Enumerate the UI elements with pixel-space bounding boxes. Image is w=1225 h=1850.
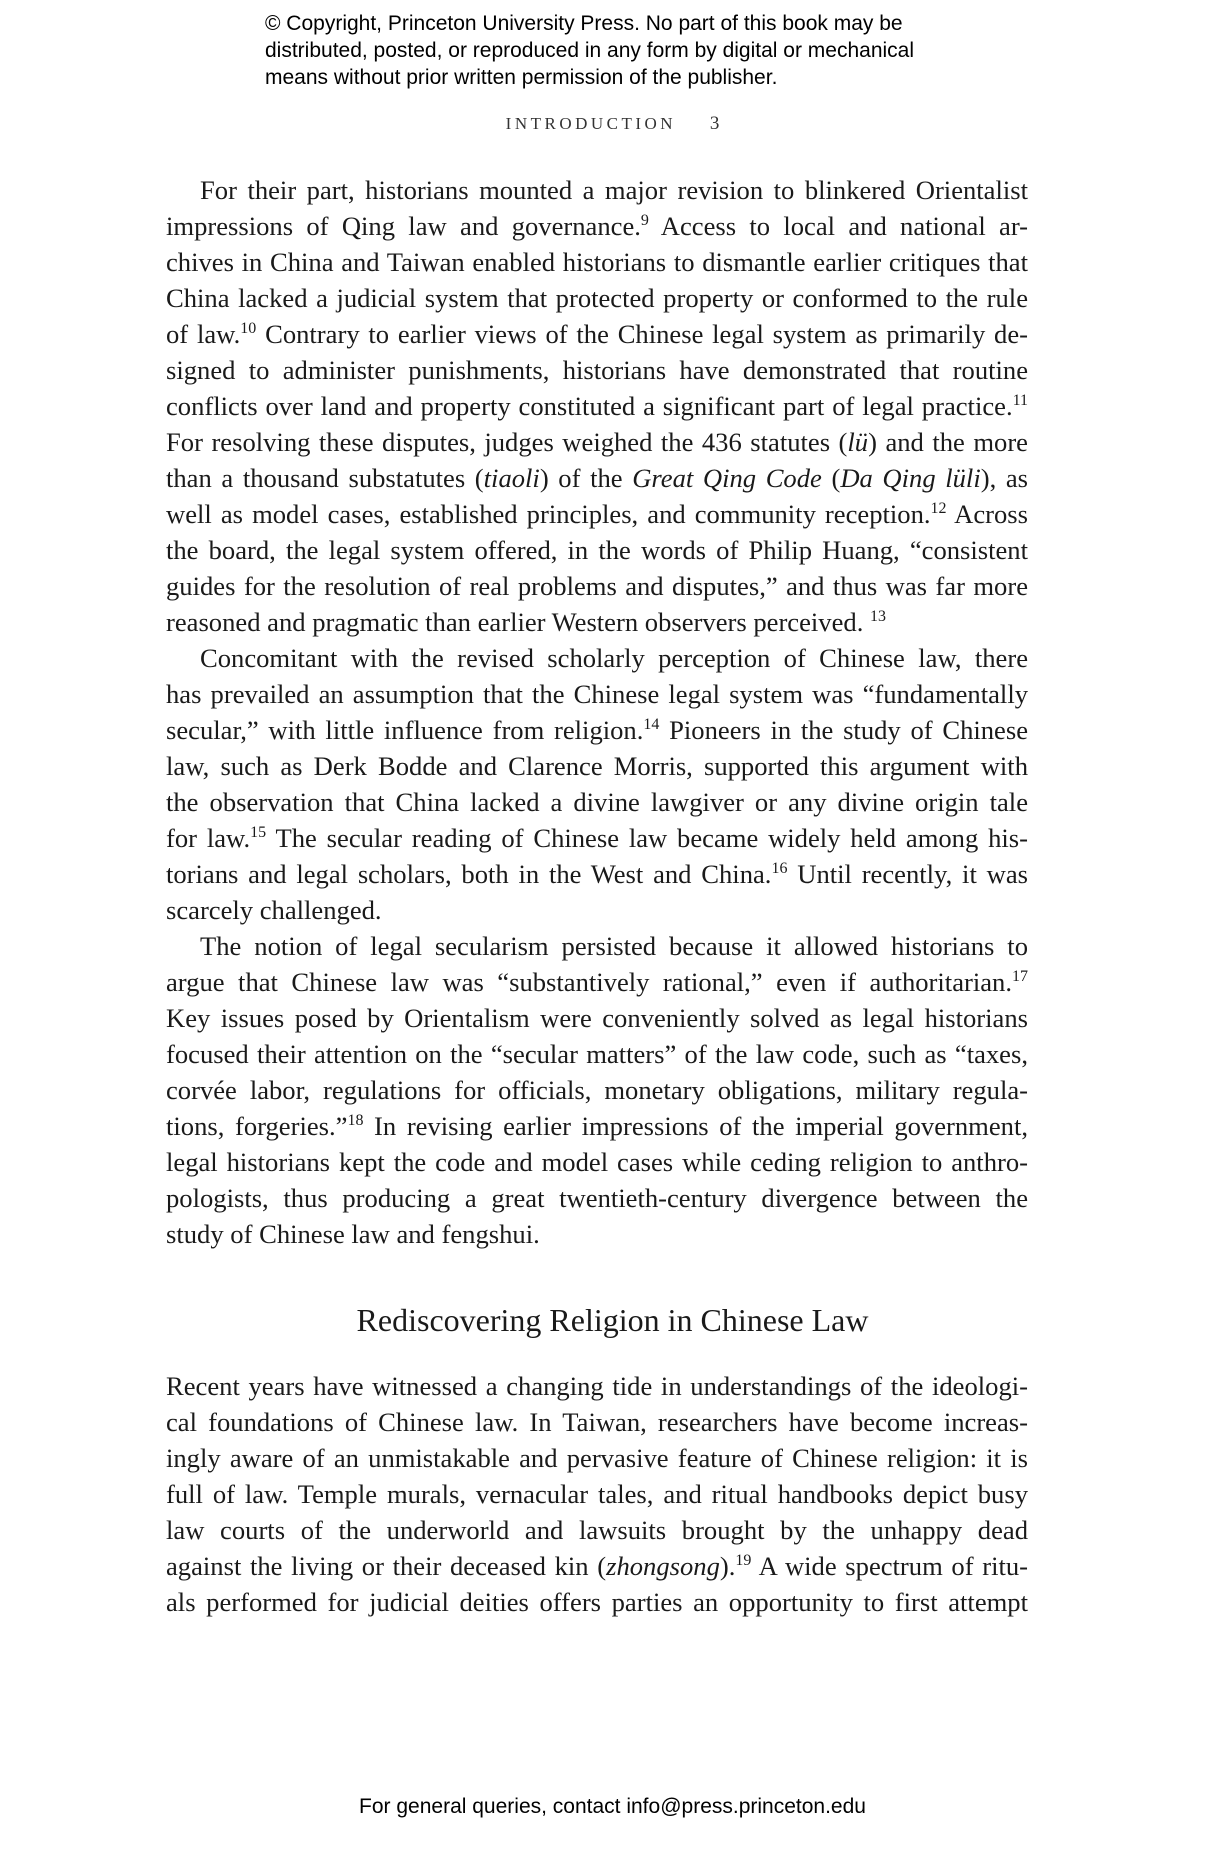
- page-number: 3: [709, 113, 720, 134]
- text-run: the board, the legal system offered, in the words of Philip Huang, “consistent: [166, 535, 1028, 565]
- text-run: Key issues posed by Orientalism were conveniently solved as legal historians: [166, 1003, 1028, 1033]
- section-heading: Rediscovering Religion in Chinese Law: [356, 1302, 869, 1338]
- text-run: law, such as Derk Bodde and Clarence Morris, supported this argument with: [166, 751, 1028, 781]
- footnote-marker: 17: [1012, 968, 1028, 985]
- text-run: The secular reading of Chinese law became widely held among his-: [266, 823, 1028, 853]
- footnote-marker: 11: [1012, 392, 1028, 409]
- text-run: legal historians kept the code and model cases while ceding religion to anthro-: [166, 1147, 1028, 1177]
- text-run: Concomitant with the revised scholarly perception of Chinese law, there: [200, 643, 1028, 673]
- text-run: (: [821, 463, 841, 493]
- text-line: [166, 1216, 1028, 1252]
- text-run: against the living or their deceased kin (: [166, 1551, 607, 1581]
- text-run: argue that Chinese law was “substantively rational,” even if authoritarian.: [166, 967, 1012, 997]
- text-line: [166, 172, 1028, 208]
- text-line: [166, 1548, 1028, 1584]
- footnote-marker: 9: [640, 212, 649, 229]
- footnote-marker: 18: [347, 1112, 364, 1129]
- text-run: signed to administer punishments, historians have demonstrated that routine: [166, 355, 1028, 385]
- text-run: pologists, thus producing a great twentieth-century divergence between the: [166, 1183, 1028, 1213]
- text-run: torians and legal scholars, both in the West and China.: [166, 859, 772, 889]
- footnote-marker: 14: [643, 716, 660, 733]
- footnote-marker: 12: [930, 500, 947, 517]
- text-run: law courts of the underworld and lawsuits brought by the unhappy dead: [166, 1515, 1028, 1545]
- italic-term: tiaoli: [483, 463, 540, 493]
- text-line: [166, 748, 1028, 784]
- text-line: [166, 352, 1028, 388]
- text-line: [166, 1108, 1028, 1144]
- text-run: chives in China and Taiwan enabled historians to dismantle earlier critiques that: [166, 247, 1028, 277]
- text-run: ).: [719, 1551, 736, 1581]
- text-line: [166, 820, 1028, 856]
- text-run: conflicts over land and property constituted a significant part of legal practice.: [166, 391, 1013, 421]
- text-run: the observation that China lacked a divine lawgiver or any divine origin tale: [166, 787, 1028, 817]
- text-run: als performed for judicial deities offers parties an opportunity to first attempt: [166, 1587, 1028, 1617]
- text-line: [166, 676, 1028, 712]
- text-run: scarcely challenged.: [166, 895, 382, 925]
- body-text: [166, 172, 1028, 1252]
- text-run: A wide spectrum of ritu-: [751, 1551, 1029, 1581]
- text-line: [166, 928, 1028, 964]
- text-line: [166, 712, 1028, 748]
- text-run: for law.: [166, 823, 251, 853]
- text-run: Across: [946, 499, 1028, 529]
- text-run: Pioneers in the study of Chinese: [659, 715, 1029, 745]
- text-line: [166, 1036, 1028, 1072]
- text-line: [166, 604, 1028, 640]
- copyright-line: distributed, posted, or reproduced in any form by digital or mechanical: [265, 39, 915, 62]
- section-text: [166, 1368, 1028, 1620]
- copyright-line: means without prior written permission of the publisher.: [265, 66, 778, 89]
- text-line: [166, 892, 1028, 928]
- copyright-line: © Copyright, Princeton University Press. No part of this book may be: [265, 12, 903, 35]
- running-head-title: INTRODUCTION: [505, 114, 677, 133]
- text-run: tions, forgeries.”: [166, 1111, 348, 1141]
- text-run: Until recently, it was: [787, 859, 1028, 889]
- text-run: ), as: [980, 463, 1028, 493]
- text-line: [166, 1072, 1028, 1108]
- text-run: corvée labor, regulations for officials, monetary obligations, military regula-: [166, 1075, 1028, 1105]
- text-line: [166, 1512, 1028, 1548]
- italic-term: zhongsong: [606, 1551, 720, 1581]
- text-run: ) and the more: [868, 427, 1028, 457]
- text-line: [166, 640, 1028, 676]
- text-run: In revising earlier impressions of the imperial government,: [363, 1111, 1028, 1141]
- footnote-marker: 10: [240, 320, 257, 337]
- text-line: [166, 388, 1028, 424]
- text-run: ingly aware of an unmistakable and pervasive feature of Chinese religion: it is: [166, 1443, 1028, 1473]
- text-line: [166, 1000, 1028, 1036]
- text-line: [166, 316, 1028, 352]
- text-line: [166, 568, 1028, 604]
- text-run: full of law. Temple murals, vernacular tales, and ritual handbooks depict busy: [166, 1479, 1028, 1509]
- italic-term: lü: [847, 427, 869, 457]
- text-line: [166, 1180, 1028, 1216]
- text-line: [166, 532, 1028, 568]
- italic-term: Great Qing Code: [632, 463, 822, 493]
- text-run: Contrary to earlier views of the Chinese legal system as primarily de-: [256, 319, 1028, 349]
- text-run: Recent years have witnessed a changing tide in understandings of the ideologi-: [166, 1371, 1028, 1401]
- footnote-marker: 16: [771, 860, 788, 877]
- italic-term: Da Qing lüli: [840, 463, 981, 493]
- text-line: [166, 1440, 1028, 1476]
- text-run: reasoned and pragmatic than earlier Western observers perceived.: [166, 607, 870, 637]
- text-run: China lacked a judicial system that protected property or conformed to the rule: [166, 283, 1028, 313]
- text-run: secular,” with little influence from religion.: [166, 715, 644, 745]
- text-run: The notion of legal secularism persisted because it allowed historians to: [200, 931, 1028, 961]
- text-line: [166, 1584, 1028, 1620]
- text-run: For their part, historians mounted a major revision to blinkered Orientalist: [200, 175, 1028, 205]
- text-run: For resolving these disputes, judges weighed the 436 statutes (: [166, 427, 848, 457]
- text-line: [166, 1476, 1028, 1512]
- text-run: focused their attention on the “secular matters” of the law code, such as “taxes,: [166, 1039, 1028, 1069]
- footer-contact: For general queries, contact info@press.princeton.edu: [359, 1795, 866, 1818]
- text-line: [166, 208, 1028, 244]
- text-run: than a thousand substatutes (: [166, 463, 484, 493]
- text-run: of law.: [166, 319, 241, 349]
- footnote-marker: 15: [250, 824, 267, 841]
- text-line: [166, 1368, 1028, 1404]
- text-line: [166, 496, 1028, 532]
- text-run: Access to local and national ar-: [648, 211, 1028, 241]
- text-line: [166, 1404, 1028, 1440]
- text-run: has prevailed an assumption that the Chinese legal system was “fundamentally: [166, 679, 1028, 709]
- text-run: impressions of Qing law and governance.: [166, 211, 641, 241]
- running-head: [0, 113, 1225, 135]
- copyright-notice: [265, 10, 1025, 91]
- text-run: cal foundations of Chinese law. In Taiwan, researchers have become increas-: [166, 1407, 1028, 1437]
- text-run: study of Chinese law and fengshui.: [166, 1219, 540, 1249]
- text-line: [166, 856, 1028, 892]
- text-run: well as model cases, established principles, and community reception.: [166, 499, 931, 529]
- footnote-marker: 19: [735, 1552, 752, 1569]
- text-line: [166, 424, 1028, 460]
- text-line: [166, 964, 1028, 1000]
- text-line: [166, 1144, 1028, 1180]
- text-line: [166, 460, 1028, 496]
- text-line: [166, 784, 1028, 820]
- text-line: [166, 280, 1028, 316]
- text-run: ) of the: [539, 463, 633, 493]
- text-line: [166, 244, 1028, 280]
- text-run: guides for the resolution of real problems and disputes,” and thus was far more: [166, 571, 1028, 601]
- footnote-marker: 13: [870, 608, 886, 625]
